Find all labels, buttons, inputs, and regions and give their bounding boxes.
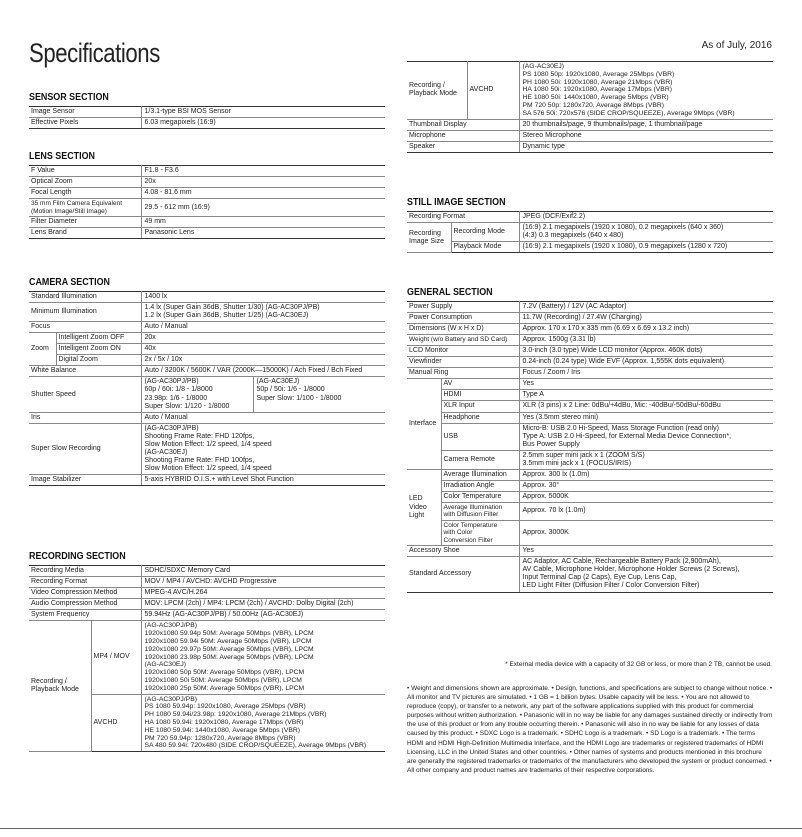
table-row <box>29 366 385 377</box>
spec-value: (AG-AC30EJ) 50p / 50i: 1/6 - 1/8000 Super Slow: 1/100 - 1/8000 <box>253 377 385 412</box>
table-row <box>29 333 385 344</box>
spec-label: Recording Format <box>407 212 519 223</box>
table-row <box>29 177 385 188</box>
still-image-table <box>407 211 773 253</box>
table-row <box>29 621 385 694</box>
spec-value: 11.7W (Recording) / 27.4W (Charging) <box>519 313 773 324</box>
spec-sublabel: Average Illumination with Diffusion Filter <box>441 502 519 520</box>
spec-sublabel: Intelligent Zoom ON <box>56 344 141 355</box>
spec-label: Lens Brand <box>29 228 141 239</box>
spec-value: Approx. 300 lx (1.0m) <box>519 469 773 480</box>
spec-value: (16:9) 2.1 megapixels (1920 x 1080), 0.9 megapixels (1280 x 720) <box>519 242 773 253</box>
table-row <box>407 423 773 450</box>
spec-label: Interface <box>407 379 441 469</box>
table-row <box>29 199 385 217</box>
table-row <box>29 610 385 621</box>
spec-label: Optical Zoom <box>29 177 141 188</box>
spec-value: 20x <box>141 333 385 344</box>
bottom-divider <box>0 828 802 829</box>
spec-value: 6.03 megapixels (16:9) <box>141 118 385 129</box>
spec-value: 5-axis HYBRID O.I.S.+ with Level Shot Function <box>141 474 385 485</box>
table-row <box>29 303 385 322</box>
spec-value: (AG-AC30EJ) PS 1080 50p: 1920x1080, Average 25Mbps (VBR) PH 1080 50i: 1920x1080, Average 21Mbps (VBR) HA 1080 50i: 1920x1080, Average 17Mbps (VBR) HE 1080 50i: 1440x1080, Average 5Mbps (VBR) PM 720 50p: 1280x720, Average 8Mbps (VBR) SA 576 50i: 720x576 (SIDE CROP/SQUEEZE), Average 9Mbps (VBR) <box>519 62 773 120</box>
spec-value: Type A <box>519 390 773 401</box>
lens-table <box>29 165 385 239</box>
spec-sublabel: Irradiation Angle <box>441 480 519 491</box>
spec-value: Approx. 170 x 170 x 335 mm (6.69 x 6.69 x 13.2 inch) <box>519 324 773 335</box>
spec-label: Minimum Illumination <box>29 303 141 322</box>
spec-value: 4.08 - 81.6 mm <box>141 188 385 199</box>
spec-value: (AG-AC30PJ/PB) PS 1080 59.94p: 1920x1080, Average 25Mbps (VBR) PH 1080 59.94i/23.98p: 1920x1080, Average 21Mbps (VBR) HA 1080 59.94i: 1920x1080, Average 17Mbps (VBR) HE 1080 59.94i: 1440x1080, Average 5Mbps (VBR) PM 720 59.94p: 1280x720, Average 8Mbps (VBR) SA 480 59.94i: 720x480 (SIDE CROP/SQUEEZE), Average 9Mbps (VBR) <box>141 694 385 752</box>
table-row <box>407 557 773 592</box>
spec-value: Yes <box>519 379 773 390</box>
table-row <box>407 62 773 120</box>
spec-label: 35 mm Film Camera Equivalent (Motion Image/Still Image) <box>29 199 141 217</box>
spec-label: Power Supply <box>407 302 519 313</box>
table-row <box>407 141 773 152</box>
camera-table <box>29 291 385 486</box>
spec-value: Approx. 70 lx (1.0m) <box>519 502 773 520</box>
section-heading: LENS SECTION <box>29 150 95 162</box>
spec-label: Super Slow Recording <box>29 423 141 474</box>
legal-notes: • Weight and dimensions shown are approximate. • Design, functions, and specifications are subject to change without notice. • All monitor and TV pictures are simulated. • 1 GB = 1 billion bytes. Usable capacity will be less. • You are not allowed to reproduce (copy), or transfer to a network, any part of the software applications supplied with this product for commercial purposes without written authorization. • Panasonic will in no way be liable for any damages sustained directly or indirectly from the use of this product or from any trouble occurring therein. • Panasonic will also in no way be liable for any losses of data caused by this product. • SDXC Logo is a trademark. • SDHC Logo is a trademark. • SD Logo is a trademark. • The terms HDMI and HDMI High-Definition Multimedia Interface, and the HDMI Logo are trademarks or registered trademarks of HDMI Licensing, LLC in the United States and other countries. • Other names of systems and products mentioned in this brochure are generally the registered trademarks or trademarks of the manufacturers who developed the system or product concerned. • All other company and product names are trademarks of their respective corporations. <box>407 685 773 774</box>
spec-value: MPEG-4 AVC/H.264 <box>141 588 385 599</box>
spec-value: 7.2V (Battery) / 12V (AC Adaptor) <box>519 302 773 313</box>
spec-label: LCD Monitor <box>407 346 519 357</box>
table-row <box>29 107 385 118</box>
spec-label: Thumbnail Display <box>407 119 519 130</box>
spec-label: Viewfinder <box>407 357 519 368</box>
table-row <box>29 188 385 199</box>
spec-value: 40x <box>141 344 385 355</box>
table-row <box>407 335 773 346</box>
spec-value: 0.24-inch (0.24 type) Wide EVF (Approx. 1,555K dots equivalent) <box>519 357 773 368</box>
spec-label: White Balance <box>29 366 141 377</box>
table-row <box>29 344 385 355</box>
spec-sublabel: Average Illumination <box>441 469 519 480</box>
spec-value: Auto / Manual <box>141 322 385 333</box>
spec-sublabel: AVCHD <box>467 62 519 120</box>
table-row <box>29 412 385 423</box>
still-image-section <box>407 196 773 253</box>
table-row <box>407 412 773 423</box>
spec-value: Micro-B: USB 2.0 Hi-Speed, Mass Storage Function (read only) Type A: USB 2.0 Hi-Speed, for External Media Device Connection*, Bus Power Supply <box>519 423 773 450</box>
spec-value: (16:9) 2.1 megapixels (1920 x 1080), 0.2 megapixels (640 x 360) (4:3) 0.3 megapixels (640 x 480) <box>519 223 773 242</box>
spec-label: Accessory Shoe <box>407 546 519 557</box>
table-row <box>407 546 773 557</box>
spec-value: Auto / 3200K / 5600K / VAR (2000K—15000K) / Ach Fixed / Bch Fixed <box>141 366 385 377</box>
spec-label: Effective Pixels <box>29 118 141 129</box>
spec-sublabel: MP4 / MOV <box>91 621 141 694</box>
table-row <box>29 228 385 239</box>
table-row <box>407 212 773 223</box>
spec-label: Image Sensor <box>29 107 141 118</box>
table-row <box>29 166 385 177</box>
spec-value: 1400 lx <box>141 292 385 303</box>
spec-sublabel: USB <box>441 423 519 450</box>
table-row <box>407 450 773 469</box>
spec-sublabel: HDMI <box>441 390 519 401</box>
section-heading: GENERAL SECTION <box>407 286 493 298</box>
section-heading: CAMERA SECTION <box>29 276 110 288</box>
spec-value: JPEG (DCF/Exif2.2) <box>519 212 773 223</box>
spec-label: Audio Compression Method <box>29 599 141 610</box>
table-row <box>29 474 385 485</box>
table-row <box>407 491 773 502</box>
table-row <box>407 357 773 368</box>
spec-label: Weight (w/o Battery and SD Card) <box>407 335 519 346</box>
spec-sublabel: Recording Mode <box>451 223 519 242</box>
table-row <box>29 599 385 610</box>
spec-value: 2x / 5x / 10x <box>141 355 385 366</box>
spec-label: Focus <box>29 322 141 333</box>
table-row <box>29 577 385 588</box>
spec-sublabel: Color Temperature <box>441 491 519 502</box>
recording-continued <box>407 61 773 153</box>
spec-label: Zoom <box>29 333 56 366</box>
section-heading: SENSOR SECTION <box>29 91 109 103</box>
spec-value: 20 thumbnails/page, 9 thumbnails/page, 1 thumbnail/page <box>519 119 773 130</box>
lens-section <box>29 150 385 239</box>
spec-value: 59.94Hz (AG-AC30PJ/PB) / 50.00Hz (AG-AC30EJ) <box>141 610 385 621</box>
table-row <box>407 480 773 491</box>
sensor-table <box>29 106 385 129</box>
spec-label: Recording Media <box>29 566 141 577</box>
spec-value: 2.5mm super mini jack x 1 (ZOOM S/S) 3.5mm mini jack x 1 (FOCUS/IRIS) <box>519 450 773 469</box>
table-row <box>29 423 385 474</box>
spec-value: 29.5 - 612 mm (16:9) <box>141 199 385 217</box>
spec-value: AC Adaptor, AC Cable, Rechargeable Battery Pack (2,900mAh), AV Cable, Microphone Holder, Microphone Holder Screws (2 Screws), Input Terminal Cap (2 Caps), Eye Cup, Lens Cap, LED Light Filter (Diffusion Filter / Color Conversion Filter) <box>519 557 773 592</box>
table-row <box>407 401 773 412</box>
table-row <box>407 223 773 242</box>
section-heading: RECORDING SECTION <box>29 550 126 562</box>
table-row <box>407 520 773 545</box>
general-section <box>407 286 773 593</box>
table-row <box>29 217 385 228</box>
table-row <box>407 346 773 357</box>
spec-value: (AG-AC30PJ/PB) Shooting Frame Rate: FHD 120fps, Slow Motion Effect: 1/2 speed, 1/4 speed (AG-AC30EJ) Shooting Frame Rate: FHD 100fps, Slow Motion Effect: 1/2 speed, 1/4 speed <box>141 423 385 474</box>
recording-cont-table <box>407 61 773 153</box>
sensor-section <box>29 91 385 129</box>
spec-label: Filter Diameter <box>29 217 141 228</box>
spec-value: Approx. 3000K <box>519 520 773 545</box>
spec-value: 1.4 lx (Super Gain 36dB, Shutter 1/30) (AG-AC30PJ/PB) 1.2 lx (Super Gain 36dB, Shutter 1/25) (AG-AC30EJ) <box>141 303 385 322</box>
spec-sublabel: Playback Mode <box>451 242 519 253</box>
section-heading: STILL IMAGE SECTION <box>407 196 506 208</box>
spec-value: Approx. 30° <box>519 480 773 491</box>
spec-label: Recording Format <box>29 577 141 588</box>
spec-value: Yes <box>519 546 773 557</box>
spec-value: 20x <box>141 177 385 188</box>
camera-section <box>29 276 385 486</box>
spec-sublabel: XLR Input <box>441 401 519 412</box>
table-row <box>407 379 773 390</box>
spec-label: Speaker <box>407 141 519 152</box>
spec-label: LED Video Light <box>407 469 441 545</box>
spec-label: Recording Image Size <box>407 223 451 253</box>
spec-value: Dynamic type <box>519 141 773 152</box>
spec-value: 1/3.1-type BSI MOS Sensor <box>141 107 385 118</box>
spec-label: Iris <box>29 412 141 423</box>
spec-value: Yes (3.5mm stereo mini) <box>519 412 773 423</box>
spec-value: SDHC/SDXC Memory Card <box>141 566 385 577</box>
table-row <box>29 355 385 366</box>
spec-label: F Value <box>29 166 141 177</box>
general-table <box>407 301 773 592</box>
table-row <box>407 242 773 253</box>
spec-label: Focal Length <box>29 188 141 199</box>
table-row <box>407 390 773 401</box>
spec-sublabel: Intelligent Zoom OFF <box>56 333 141 344</box>
table-row <box>29 322 385 333</box>
spec-sublabel: AV <box>441 379 519 390</box>
table-row <box>29 292 385 303</box>
spec-label: Recording / Playback Mode <box>407 62 467 120</box>
spec-value: (AG-AC30PJ/PB) 60p / 60i: 1/8 - 1/8000 23.98p: 1/6 - 1/8000 Super Slow: 1/120 - 1/8000 <box>141 377 253 412</box>
spec-label: Standard Illumination <box>29 292 141 303</box>
spec-label: Standard Accessory <box>407 557 519 592</box>
table-row <box>29 118 385 129</box>
spec-sublabel: Digital Zoom <box>56 355 141 366</box>
spec-label: Power Consumption <box>407 313 519 324</box>
spec-sublabel: Headphone <box>441 412 519 423</box>
recording-table <box>29 565 385 752</box>
table-row <box>407 368 773 379</box>
spec-value: Stereo Microphone <box>519 130 773 141</box>
spec-label: System Frequency <box>29 610 141 621</box>
spec-sublabel: Camera Remote <box>441 450 519 469</box>
table-row <box>29 377 385 412</box>
spec-value: 49 mm <box>141 217 385 228</box>
spec-sublabel: AVCHD <box>91 694 141 752</box>
spec-value: XLR (3 pins) x 2 Line: 0dBu/+4dBu, Mic: -40dBu/-50dBu/-60dBu <box>519 401 773 412</box>
spec-label: Microphone <box>407 130 519 141</box>
table-row <box>29 588 385 599</box>
spec-value: F1.8 - F3.6 <box>141 166 385 177</box>
table-row <box>407 469 773 480</box>
page-title: Specifications <box>29 38 160 68</box>
spec-label: Manual Ring <box>407 368 519 379</box>
spec-value: (AG-AC30PJ/PB) 1920x1080 59.94p 50M: Average 50Mbps (VBR), LPCM 1920x1080 59.94i 50M: Average 50Mbps (VBR), LPCM 1920x1080 29.97p 50M: Average 50Mbps (VBR), LPCM 1920x1080 23.98p 50M: Average 50Mbps (VBR), LPCM (AG-AC30EJ) 1920x1080 50p 50M: Average 50Mbps (VBR), LPCM 1920x1080 50i 50M: Average 50Mbps (VBR), LPCM 1920x1080 25p 50M: Average 50Mbps (VBR), LPCM <box>141 621 385 694</box>
spec-value: 3.0-inch (3.0 type) Wide LCD monitor (Approx. 460K dots) <box>519 346 773 357</box>
spec-value: Panasonic Lens <box>141 228 385 239</box>
spec-label: Image Stabilizer <box>29 474 141 485</box>
table-row <box>407 313 773 324</box>
spec-label: Dimensions (W x H x D) <box>407 324 519 335</box>
table-row <box>29 566 385 577</box>
spec-label: Shutter Speed <box>29 377 141 412</box>
table-row <box>407 324 773 335</box>
spec-label: Recording / Playback Mode <box>29 621 91 752</box>
spec-value: Approx. 1500g (3.31 lb) <box>519 335 773 346</box>
recording-section <box>29 550 385 752</box>
spec-value: Approx. 5000K <box>519 491 773 502</box>
external-media-footnote: * External media device with a capacity of 32 GB or less, or more than 2 TB, cannot be used. <box>505 661 772 668</box>
spec-label: Video Compression Method <box>29 588 141 599</box>
spec-value: MOV / MP4 / AVCHD: AVCHD Progressive <box>141 577 385 588</box>
table-row <box>407 502 773 520</box>
table-row <box>407 302 773 313</box>
spec-value: Auto / Manual <box>141 412 385 423</box>
spec-value: Focus / Zoom / Iris <box>519 368 773 379</box>
spec-sublabel: Color Temperature with Color Conversion Filter <box>441 520 519 545</box>
table-row <box>407 130 773 141</box>
table-row <box>407 119 773 130</box>
as-of-date: As of July, 2016 <box>701 40 772 51</box>
spec-value: MOV: LPCM (2ch) / MP4: LPCM (2ch) / AVCHD: Dolby Digital (2ch) <box>141 599 385 610</box>
